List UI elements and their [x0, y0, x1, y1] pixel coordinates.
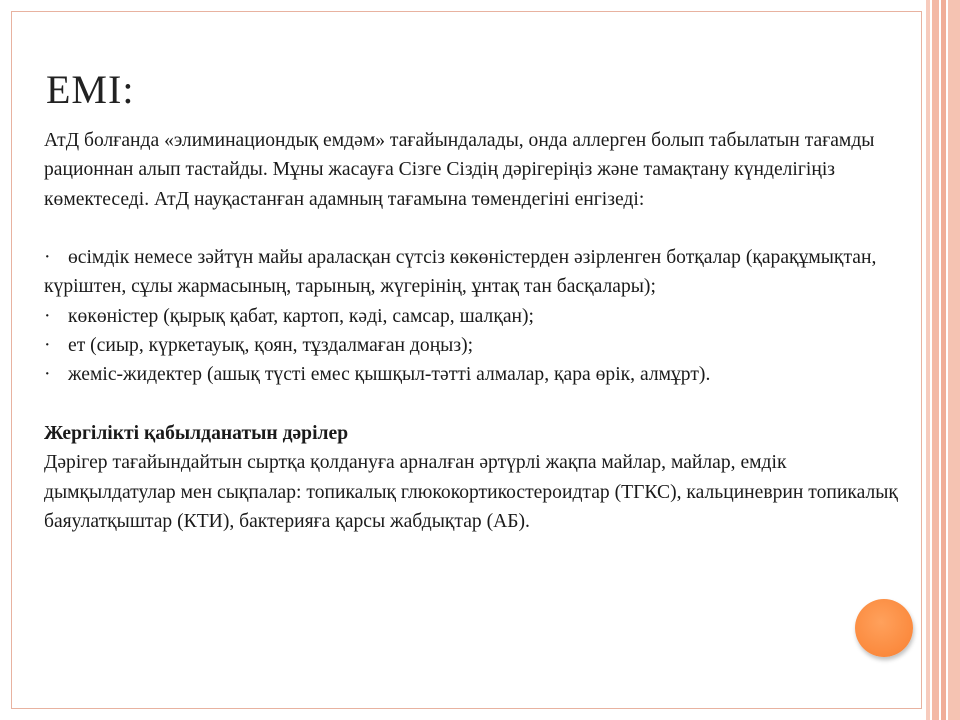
- slide-title: ЕМІ:: [46, 67, 135, 112]
- bullet-text: ет (сиыр, күркетауық, қоян, тұздалмаған доңыз);: [68, 335, 474, 357]
- bullet-marker: ·: [44, 247, 51, 269]
- bullet-item: [44, 302, 914, 331]
- bullet-text: жеміс-жидектер (ашық түсті емес қышқыл-тәтті алмалар, қара өрік, алмұрт).: [68, 364, 711, 386]
- section-paragraph: Дәрігер тағайындайтын сыртқа қолдануға арналған әртүрлі жақпа майлар, майлар, емдік дымқылдатулар мен сықпалар: топикалық глюкокортикостероидтар (ТГКС), кальциневрин топикалық баяулатқыштар (КТИ), бактерияға қарсы жабдықтар (АБ).: [44, 452, 898, 532]
- bullet-item: [44, 360, 914, 389]
- bullet-text: көкөністер (қырық қабат, картоп, кәді, самсар, шалқан);: [68, 305, 534, 327]
- spacer: [44, 390, 914, 419]
- bullet-marker: ·: [44, 305, 51, 327]
- slide-body: [44, 126, 914, 536]
- bullet-marker: ·: [44, 335, 51, 357]
- orange-circle-decoration: [855, 599, 913, 657]
- bullet-text: өсімдік немесе зәйтүн майы араласқан сүтсіз көкөністерден әзірленген ботқалар (қарақұмықтан, күріштен, сұлы жармасының, тарының, жүгерінің, ұнтақ тан басқалары);: [44, 247, 877, 298]
- spacer: [44, 214, 914, 243]
- section-heading: Жергілікті қабылданатын дәрілер: [44, 422, 349, 444]
- intro-paragraph: АтД болғанда «элиминациондық емдәм» тағайындалады, онда аллерген болып табылатын тағамды рационнан алып тастайды. Мұны жасауға Сізге Сіздің дәрігеріңіз және тамақтану күнделігіңіз көмектеседі. АтД науқастанған адамның тағамына төмендегіні енгізеді:: [44, 130, 875, 210]
- decorative-stripes: [926, 0, 960, 720]
- bullet-item: [44, 331, 914, 360]
- bullet-marker: ·: [44, 364, 51, 386]
- bullet-item: [44, 243, 914, 302]
